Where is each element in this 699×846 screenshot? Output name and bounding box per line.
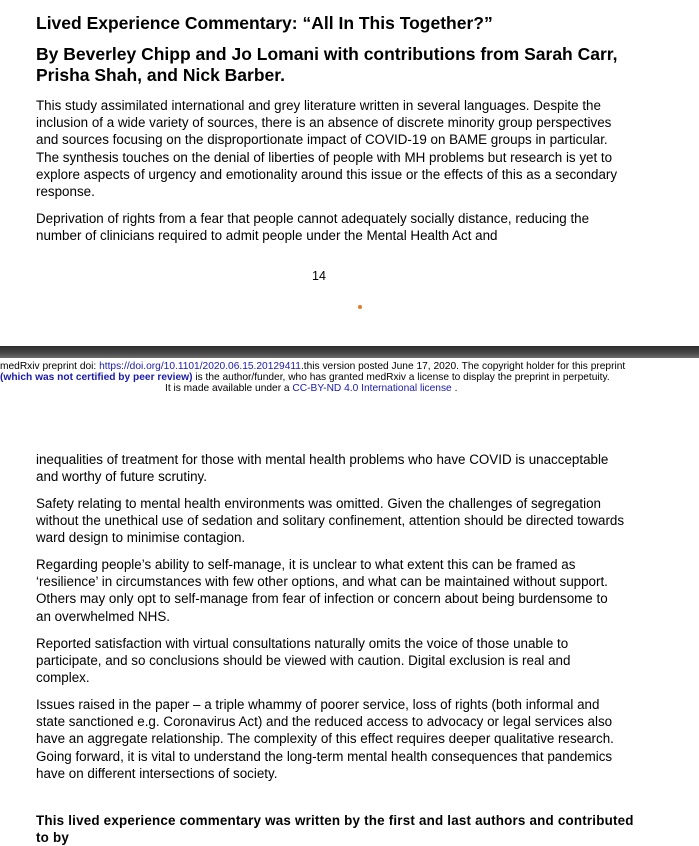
preprint-line-1 — [0, 361, 699, 372]
preprint-header — [0, 361, 699, 394]
cutoff-text: This lived experience commentary was written by the first and last authors and contributed to by — [36, 813, 634, 845]
license-suffix: . — [451, 383, 458, 394]
body-paragraph: Reported satisfaction with virtual consultations naturally omits the voice of those unable to participate, and so conclusions should be viewed with caution. Digital exclusion is real and complex. — [36, 636, 571, 686]
commentary-title: Lived Experience Commentary: “All In This Together?” — [36, 13, 493, 33]
page-number: 14 — [312, 269, 326, 283]
preprint-line-2 — [0, 372, 699, 383]
cutoff-text-line — [36, 813, 636, 845]
body-paragraph: Issues raised in the paper – a triple whammy of poorer service, loss of rights (both informal and state sanctioned e.g. Coronavirus Act) and the reduced access to advocacy or legal services also have an aggregate relationship. The complexity of this effect requires deeper qualitative research. Going forward, it is vital to understand the long-term mental health consequences that pandemics have on different intersections of society. — [36, 697, 614, 781]
orange-dot-mark — [358, 305, 362, 309]
page-divider — [0, 346, 699, 358]
peer-review-notice: (which was not certified by peer review) — [0, 372, 193, 383]
body-paragraph: inequalities of treatment for those with mental health problems who have COVID is unacceptable and worthy of future scrutiny. — [36, 452, 609, 485]
body-paragraph: This study assimilated international and grey literature written in several languages. Despite the inclusion of a wide variety of sources, there is an absence of discrete minority group perspectives and sources focusing on the disproportionate impact of COVID-19 on BAME groups in particular. The synthesis touches on the denial of liberties of people with MH problems but research is yet to explore aspects of urgency and emotionality around this issue or the effects of this as a secondary response. — [36, 98, 618, 200]
preprint-version-text: .this version posted June 17, 2020. The copyright holder for this preprint — [300, 361, 626, 372]
author-byline: By Beverley Chipp and Jo Lomani with contributions from Sarah Carr, Prisha Shah, and Nick Barber. — [36, 44, 618, 85]
body-paragraph: Safety relating to mental health environments was omitted. Given the challenges of segregation without the unethical use of sedation and solitary confinement, attention should be directed towards ward design to minimise contagion. — [36, 496, 625, 546]
body-paragraph: Regarding people’s ability to self-manage, it is unclear to what extent this can be framed as ‘resilience’ in circumstances with few other options, and what can be maintained without support. Others may only opt to self-manage from fear of infection or concern about being burdensome to an overwhelmed NHS. — [36, 557, 608, 624]
license-grant-text: is the author/funder, who has granted medRxiv a license to display the preprint in perpetuity. — [192, 372, 610, 383]
doi-link[interactable]: https://doi.org/10.1101/2020.06.15.20129411 — [99, 361, 301, 372]
body-paragraph: Deprivation of rights from a fear that people cannot adequately socially distance, reducing the number of clinicians required to admit people under the Mental Health Act and — [36, 211, 590, 244]
license-prefix: It is made available under a — [165, 383, 293, 394]
preprint-line-3 — [0, 383, 699, 394]
license-link[interactable]: CC-BY-ND 4.0 International license — [292, 383, 452, 394]
preprint-prefix: medRxiv preprint doi: — [0, 361, 100, 372]
